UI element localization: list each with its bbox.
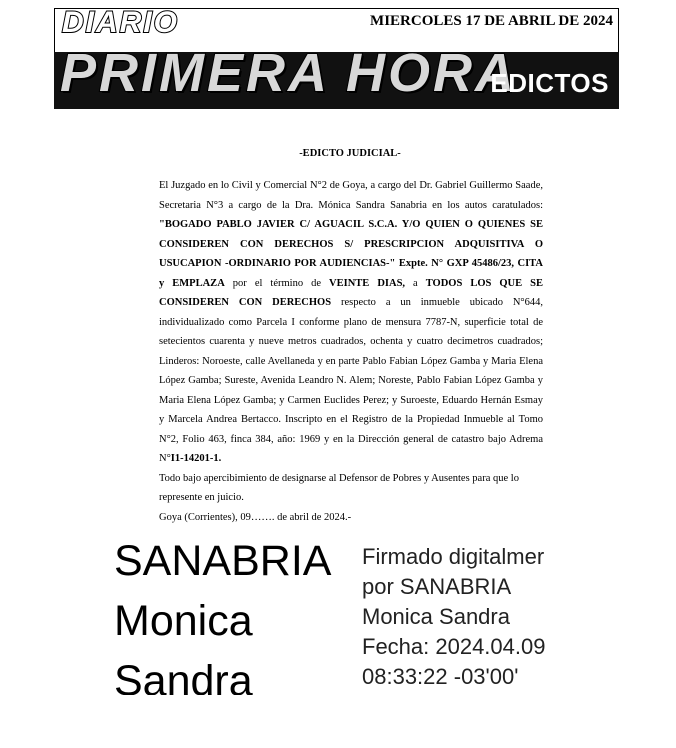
edicto-destinatarios: TODOS LOS QUE SE CONSIDEREN CON DERECHOS bbox=[159, 277, 543, 308]
edicto-adrema: I1-14201-1. bbox=[170, 453, 222, 464]
signature-info-line: por SANABRIA bbox=[362, 574, 512, 599]
edicto-fecha: Goya (Corrientes), 09……. de abril de 2024.- bbox=[159, 511, 352, 523]
edicto-intro: El Juzgado en lo Civil y Comercial N°2 de Goya, a cargo del Dr. Gabriel Guillermo Saade, Secretaria N°3 a cargo de la Dra. Mónica Sandra Sanabria en los autos caratulados: bbox=[159, 180, 543, 211]
edicto-title-text: -EDICTO JUDICIAL- bbox=[299, 148, 401, 159]
signature-info-line: Firmado digitalmer bbox=[362, 544, 545, 569]
signature-name-line: SANABRIA bbox=[114, 537, 332, 585]
edicto-title bbox=[0, 148, 676, 159]
edicto-caratula: "BOGADO PABLO JAVIER C/ AGUACIL S.C.A. Y/O QUIEN O QUIENES SE CONSIDEREN CON DERECHOS S/ PRESCRIPCION ADQUISITIVA O USUCAPION -ORDINARIO POR AUDIENCIAS-" Expte. N° GXP 45486/23, CITA y EMPLAZA bbox=[159, 219, 543, 289]
signature-name-line: Monica bbox=[114, 597, 253, 645]
edicto-mid1: por el término de bbox=[224, 277, 330, 289]
section-label: EDICTOS bbox=[490, 68, 609, 98]
signature-name bbox=[114, 531, 354, 695]
edicto-apercibimiento: Todo bajo apercibimiento de designarse al Defensor de Pobres y Ausentes para que lo represente en juicio. bbox=[159, 472, 519, 503]
signature-info-line: Monica Sandra bbox=[362, 604, 510, 629]
signature-info-line: 08:33:22 -03'00' bbox=[362, 664, 519, 689]
signature-info-line: Fecha: 2024.04.09 bbox=[362, 634, 546, 659]
issue-date: MIERCOLES 17 DE ABRIL DE 2024 bbox=[370, 13, 613, 29]
signature-name-line: Sandra bbox=[114, 657, 253, 695]
masthead-diario-logo: DIARIO bbox=[62, 6, 179, 39]
masthead-title-logo: PRIMERA HORA bbox=[60, 43, 518, 103]
edicto-mid2: a bbox=[405, 277, 426, 289]
edicto-detalle: respecto a un inmueble ubicado N°644, individualizado como Parcela I conforme plano de mensura 7787-N, superficie total de setecientos cuarenta y nueve metros cuadrados, ochenta y cuatro decimetros cuadrados; Linderos: Noroeste, calle Avellaneda y en parte Pablo Fabian López Gamba y Maria Elena López Gamba; Sureste, Avenida Leandro N. Alem; Noreste, Pablo Fabian López Gamba y Maria Elena López Gamba; y Carmen Euclides Perez; y Suroeste, Eduardo Hernán Esmay y Marcela Andrea Bertacco. Inscripto en el Registro de la Propiedad Inmueble al Tomo N°2, Folio 463, finca 384, año: 1969 y en la Dirección general de catastro bajo Adrema N° bbox=[159, 297, 544, 464]
newspaper-masthead bbox=[54, 8, 619, 110]
edicto-plazo: VEINTE DIAS, bbox=[329, 277, 406, 289]
edicto-body bbox=[159, 176, 543, 527]
signature-info bbox=[362, 542, 582, 692]
edicto-main-paragraph bbox=[159, 176, 543, 469]
